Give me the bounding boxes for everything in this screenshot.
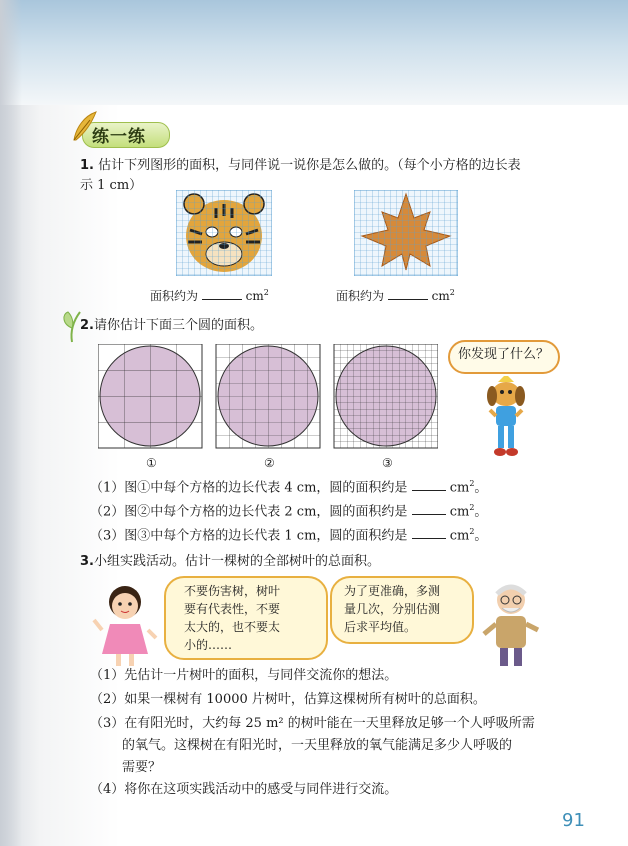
page-header-band xyxy=(0,0,628,105)
q2-answer-blank-1[interactable] xyxy=(412,477,446,491)
q3-prompt: 小组实践活动。估计一棵树的全部树叶的总面积。 xyxy=(93,554,380,569)
q3-bubble-right-line-1: 为了更准确，多测 xyxy=(344,584,441,598)
q2-item-1-unit: cm xyxy=(449,480,470,496)
q1-line2: 示 1 cm） xyxy=(80,178,143,193)
circle-grid-2 xyxy=(216,344,320,448)
q3-bubble-left-line-3: 太大的，也不要太 xyxy=(184,620,281,634)
tiger-grid-figure xyxy=(176,190,272,276)
q2-answer-blank-3[interactable] xyxy=(412,525,446,539)
q3-bubble-right-line-3: 后求平均值。 xyxy=(344,620,417,634)
q1-caption-2 xyxy=(336,286,455,304)
q1-caption-1-unit: cm xyxy=(245,289,264,303)
q2-number: 2. xyxy=(80,318,94,333)
q2-item-2-exp: 2 xyxy=(469,503,475,512)
circle-grid-1 xyxy=(98,344,202,448)
q3-bubble-left-line-4: 小的…… xyxy=(184,638,233,652)
q2-item-2-end: 。 xyxy=(474,504,488,520)
q2-item-3-exp: 2 xyxy=(469,527,475,536)
q3-item-2: （2）如果一棵树有 10000 片树叶，估算这棵树所有树叶的总面积。 xyxy=(90,692,486,707)
q2-item-1-end: 。 xyxy=(474,480,488,496)
q2-item-2-text: （2）图②中每个方格的边长代表 2 cm，圆的面积约是 xyxy=(90,504,408,520)
circle-label-1: ① xyxy=(146,456,157,470)
circle-grid-3 xyxy=(334,344,438,448)
q3-text xyxy=(80,552,380,572)
q1-caption-2-unit: cm xyxy=(431,289,450,303)
q1-caption-1 xyxy=(150,286,269,304)
circle-grids xyxy=(98,344,438,454)
q1-caption-1-exp: 2 xyxy=(263,288,269,297)
circle-label-2: ② xyxy=(264,456,275,470)
q3-item-3-line-2: 的氧气。这棵树在有阳光时，一天里释放的氧气能满足多少人呼吸的 xyxy=(122,738,513,753)
q3-bubble-right-text xyxy=(344,582,440,636)
q1-caption-2-exp: 2 xyxy=(449,288,455,297)
q1-number: 1. xyxy=(80,158,94,173)
q3-bubble-right-line-2: 量几次，分别估测 xyxy=(344,602,441,616)
q2-text xyxy=(80,316,263,336)
q3-item-3-line-1: （3）在有阳光时，大约每 25 m² 的树叶能在一天里释放足够一个人呼吸所需 xyxy=(90,716,535,731)
q1-line1: 估计下列图形的面积，与同伴说一说你是怎么做的。（每个小方格的边长表 xyxy=(98,158,521,173)
q2-prompt: 请你估计下面三个圆的面积。 xyxy=(93,318,263,333)
q2-item-1 xyxy=(90,474,487,498)
q2-item-3-end: 。 xyxy=(474,528,488,544)
q1-text xyxy=(80,156,590,196)
q1-answer-blank-2[interactable] xyxy=(388,286,428,300)
q3-bubble-left-text xyxy=(184,582,280,654)
q2-item-2 xyxy=(90,498,487,522)
q2-item-2-unit: cm xyxy=(449,504,470,520)
section-title-label: 练一练 xyxy=(92,127,146,147)
girl-character-icon xyxy=(92,580,158,668)
section-title xyxy=(76,118,172,148)
q2-item-1-exp: 2 xyxy=(469,479,475,488)
grandpa-character-icon xyxy=(478,580,544,670)
q2-answer-blank-2[interactable] xyxy=(412,501,446,515)
page-number: 91 xyxy=(562,810,585,831)
q2-item-1-text: （1）图①中每个方格的边长代表 4 cm，圆的面积约是 xyxy=(90,480,408,496)
q2-bubble-text: 你发现了什么？ xyxy=(458,347,550,362)
q3-number: 3. xyxy=(80,554,94,569)
q1-caption-1-label: 面积约为 xyxy=(150,289,199,303)
q2-item-3-unit: cm xyxy=(449,528,470,544)
q3-item-4: （4）将你在这项实践活动中的感受与同伴进行交流。 xyxy=(90,782,398,797)
q3-bubble-left-line-1: 不要伤害树，树叶 xyxy=(184,584,281,598)
dog-mascot-icon xyxy=(476,376,536,458)
page-left-shade xyxy=(0,0,22,846)
q3-item-3-line-3: 需要？ xyxy=(122,760,162,775)
q3-item-1: （1）先估计一片树叶的面积，与同伴交流你的想法。 xyxy=(90,668,398,683)
leaf-grid-figure xyxy=(354,190,458,276)
q1-caption-2-label: 面积约为 xyxy=(336,289,385,303)
circle-label-3: ③ xyxy=(382,456,393,470)
q3-bubble-left-line-2: 要有代表性，不要 xyxy=(184,602,281,616)
q2-item-3 xyxy=(90,522,487,546)
q1-answer-blank-1[interactable] xyxy=(202,286,242,300)
q2-item-3-text: （3）图③中每个方格的边长代表 1 cm，圆的面积约是 xyxy=(90,528,408,544)
